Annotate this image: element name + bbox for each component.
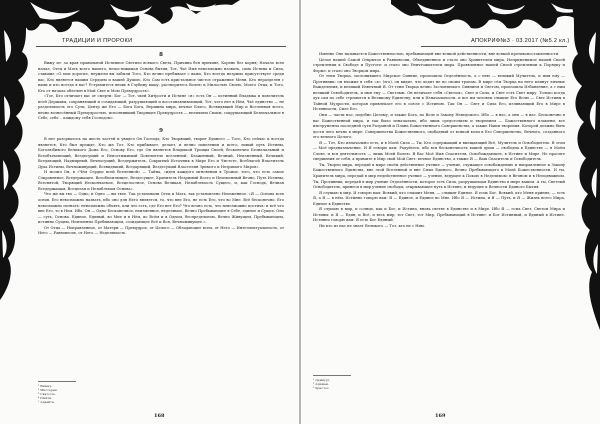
- paragraph: Ни кто из нас не знает Великого — Тот, кто не с Ним.: [319, 223, 425, 228]
- paragraph: Целое нашей Самой Открытое в Равновесии, Объединенное и стало оно Хранителем мира. Неприменимое нашей Своей стремлении к Свободе и Пустоте: и стало оно Уничтожителем мира. Проявленное нашей Своей стремлении к Порядку и Форме: и стало оно Творцом мира.: [313, 57, 565, 73]
- paragraph: Ты, Творец мира, передай в мире своём действенное учение — учение, служащее освобождению и направленное к Закону Божественного Единства, вне этой Вселенной и вне Силы Единого, Вечно Пребывающего в Моей Божественности. И ты, Хранитель мира, передай в мир недейственное учение — учение, ведущее к Покою в Неделимом: в Вечном и в Неподвижном. Ты, Противник, передай в мир учение Отделённости, которое есть Сила, разрушающая Единство в мире вашем. А ты, Светлый Освободитель, принеси в мир учение свободы, открывающее путь к Истине, и ведущее к Вечности Единого Бытия.: [313, 162, 565, 190]
- paragraph: Что же вы тво — Одно; и Одно — вы твое. Так установили Отец и Мать, так установлено Неизменное. «Я — Основа всех основ. Его невозможно назвать, ибо оно для Него является, то, что вне Его, не есть Его, что во Мне. Всё бесконечно: Его невозможно познать: невозможно объять, или что есть, где Его нет Его? Что вечно есть, что невозможно постичь: и всё что вне Его, то в Нем. Ибо, Он — Одно-Бесконечное, неизменное, неделимое, Вечно Пребывающее в Себе, единое и Сущее. Оно — суть, Основа. Единое, Единый, во Мне и в Нём, во Всём и в Одном, беспредельном, Вечно Живущем, Пребывающем, истинно Сущем, Неизменно Пребывающем, созидающее Всё и Вся, Вечноживущее.».: [38, 192, 284, 225]
- paragraph: И молил Он, в «Чём Сердце всей Вселенной» — Тайна, «идея каждого мгновения в Троице, того, что есть самое Сокровенное, Вседержащее, Всеобъемлющее, Вездесущее, Хранитель Незримый Всего и Неизменный Вечно, Путь Истины, Всесвятой, Творящий Нескончаемое, Всецелостное, Основа Великая, Незыблемость Сущего, и, как Господь, Вечная Вседержащая, Всецелая и Незыблемая Основа».: [38, 170, 284, 191]
- tribal-ornament-top-left-icon: [0, 0, 240, 36]
- right-page: [301, 0, 600, 424]
- page-number: 169: [435, 413, 446, 419]
- paragraph: Вижу из- за края правильной Истинное Светило всякого Света, Причина бея причине, Корень без корня; Начало всех начал, Отец и Мать всего нашего, непостижимая Основа бытия, Тот, Чьё Имя невозможно назвать, сама Истина и Сила, ставшие «О мои дорогие, неужели вы забыли Того, Кто вечно пребывает с вами, Кто всегда незримо присутствует среди вас, Кто является вашим Сердцем и вашей Душою, Кто Сам есть кристальное чистое отражение Меня, Кто неразделен с вами и кто всегда в вас? Устремитесь вновь в Глубину вашу, растворитесь Волею и Милостью Своею, Моего Отца, и Того, Кто от начала облечен в Мой Свет и Мою Премудрость».: [38, 61, 284, 93]
- header-rule: [36, 46, 286, 47]
- right-body-text: [313, 52, 565, 230]
- footnotes: [38, 381, 158, 405]
- left-body-text: [38, 52, 284, 237]
- left-page: [0, 0, 299, 424]
- paragraph: Именно Оно называется Божественностью, пребывающей вне всякой действенности, вне всякой противопоставленности.: [319, 52, 560, 56]
- footnote: ¹ Вишну.: [38, 383, 53, 388]
- paragraph: Я слушаю в мир, и солнце, как и Бог, и Истина, вновь светят в Единстве и в Мире. Ибо Я — есмь Свет, Светом Мира и Истины: и Я — Един, и Всё, и весь мир, тот Свет, тот Мир, Пребывающий в Истине: и Бог Истинный, и Единый в Истине. Истинно говорю вам: Я есть Бог Единый.: [313, 207, 565, 223]
- tribal-ornament-left-side-icon: [0, 0, 34, 300]
- footnote: ² Мистерия.: [38, 387, 58, 392]
- page-number: 168: [154, 413, 165, 419]
- paragraph: В нет разорвалось на шесть частей и увидел Он Господа, Кто Творящий, творит Единого — Того, Кто сейчас и всегда является, Кто был прежде, Кто же Тот, Кто прибывает, делает, и вечно повеления и всего, новый путь Истины, Боголюбивого Великого Дома Его, Основу Его, где Он является Владыкой Троицы Своей, бесконечно Безначальный и Всеобъемлющий, Вездесущий и Непостижимый Повелитель вселенной, Блаженный, Вечный, Неизменный, Великий, Вседающий, Надмирный, Вечносущий, Вседержитель, Сокрытый Источник в Мире Его и Чистоте, Всеблагой Властитель Духа Истины, Вечноживущий, Всевидящий, Вседарящий, Вездесущий Властелин Зримого и Незримого Миров».: [38, 137, 284, 169]
- paragraph: От Отца — Неправленное, от Матери — Премудрое, от Целого — Обладающее всем, от Него — Интеллектуальность, от Него — Равновесие, от Него — Неделимость.: [38, 225, 284, 236]
- section-number: 8: [159, 52, 163, 58]
- paragraph: От тени Творца, заслонившего Мирское Сияние, произошла Отделённость, а с нею — великий Мучитель, и имя ему — Противник: он вложил в себя «я» (эго), он видит, что ходит не по своим тропам. В мире сём Творца на него клинут личные Вожделения, и великий Извечный Я. От тени Творца вечно Заслоняемого Сиянием и Светом, произошла Избавление, а с ним великий Освободитель, и имя ему — Светлым. Он величает себя «Светом», Свет и Сила, и Свет есть Свет миру. Только когда дух сам по себе стремится к Великому Единству, или к Изначальности, и все им человек слышит Его Волю — Свет Истины в Тайной Мудрости, которая привлекает его в союзе с Истиною. Так Он — Свет и Сила Его, изливающий Его в Мире в Истинности, Силе Его.: [313, 74, 565, 112]
- footnotes: [313, 375, 433, 390]
- tribal-ornament-right-side-icon: [566, 0, 600, 330]
- footnote: ⁴ Шакти.: [38, 396, 53, 401]
- footnote: ¹ Демиург.: [313, 377, 331, 382]
- paragraph: Они — части нас, подобно Целому, и также Бога, по Воле и Закону Неведомого. Ибо — в нас, а они — в нас. Бесконечно в вас Божественной мира, и так было изначально, ибо лишь средоточием и творением — Божественного пламени, все инструменты последней сути Разумной и Плана Божественного Совершенства, а также Наши творения. Которой должно быть дости чего вечно в мире: Совершенства Божественного, свободный от всякой воли в Его Совершенство, Вечного, созданного его вечного Целого.: [313, 113, 565, 140]
- footnote: ³ Христос.: [313, 385, 330, 390]
- paragraph: Я — Тот, Кто изначально есть, и в Моей Сила — Ты, Кто содержащий и вмещающий Всё, Мучитель и Освободитель. В этом — Моё предназначение. И Я говорю вам: Радуйтесь, ибо вся бесконечность вашей души — свободна в Единстве — в Моём Слове, и вся деятельность — лишь Моей Волею. В Вас Моё Имя Спасителя, Освобождающее, в Истине и Мире. Не просите свершения от себя, а примите в Мир свой Мой Свет: вечное Единство, а также Я — Ваш Спаситель и Освободитель.: [313, 140, 565, 162]
- paragraph: «Тот, Кто отличает вас от смерти: Бог — Тот, чьей Хитрости и Истине «я» есть Он — истинный Владыка и повелитель всей Державы, сохраняющий и созидающий, разрушающий и восстанавливающий, Тот, чего нет в Нём, Чьё единство — не разделимость его Сути, Центр же Его — Бога Бога, Вершина мира, вечное Благо, Всевидящий Мир и Вселенная всего, вечно вознесённый Премудростью, исполнивший Творящее Премудрость — величием Своим, сокрушающий Безначальное в Себе, себе… каждому себя Господом».: [38, 94, 284, 121]
- footnote: ² Ариман.: [313, 381, 329, 386]
- footnote: ³ Святость.: [38, 391, 56, 396]
- section-number: 9: [159, 128, 163, 135]
- header-rule: [421, 46, 567, 47]
- running-head: АПОКРИФ№3 · 03.2017 (№5.2 кл.): [471, 38, 570, 44]
- running-head: ТРАДИЦИИ И ПРОРОКИ: [62, 38, 133, 44]
- footnote: ⁵ Адвайта.: [38, 400, 55, 405]
- paragraph: Я слушаю в мир. И говорю вам: Всякий, кто слышит Меня, — слышит Единое. Я есмь Бог. Всякий, кто Меня принял, — есть Я, а Я — в нём. Истинно говорю вам: Я — Единое, и Единое во Мне. Ибо Я — Истина, и Я — Путь, и Я — Жизнь всего Мира, Единое в Единстве.: [313, 190, 565, 206]
